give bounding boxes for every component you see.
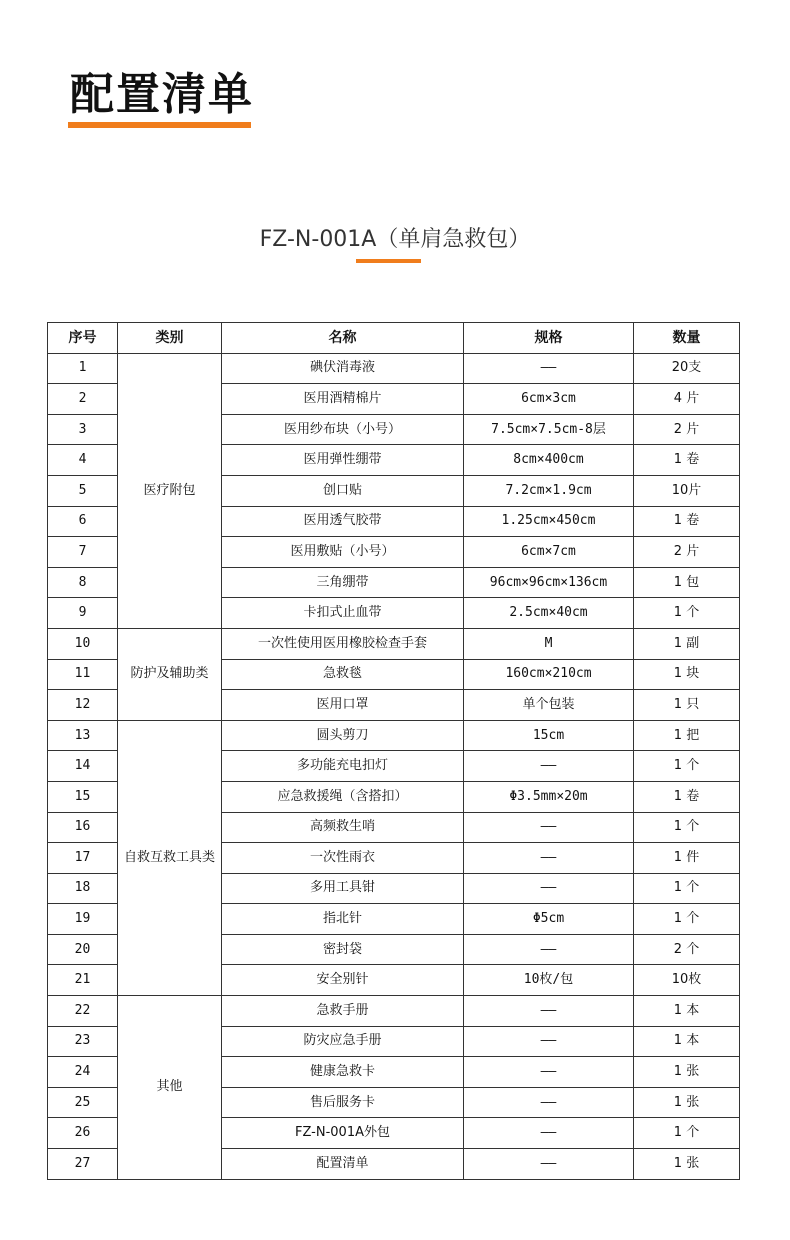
item-spec: 160cm×210cm [464,659,634,690]
item-quantity: 1 卷 [634,781,740,812]
row-index: 14 [48,751,118,782]
item-spec: —— [464,996,634,1027]
item-name: 医用敷贴（小号） [222,537,464,568]
item-spec: 15cm [464,720,634,751]
header-spec: 规格 [464,323,634,354]
row-index: 13 [48,720,118,751]
row-index: 23 [48,1026,118,1057]
row-index: 6 [48,506,118,537]
item-quantity: 1 把 [634,720,740,751]
item-name: 卡扣式止血带 [222,598,464,629]
item-spec: Φ3.5mm×20m [464,781,634,812]
row-index: 2 [48,384,118,415]
category-cell: 医疗附包 [118,353,222,628]
item-quantity: 1 本 [634,996,740,1027]
item-name: 防灾应急手册 [222,1026,464,1057]
item-name: 安全别针 [222,965,464,996]
item-quantity: 1 张 [634,1149,740,1180]
row-index: 3 [48,414,118,445]
item-name: 圆头剪刀 [222,720,464,751]
row-index: 18 [48,873,118,904]
item-name: 急救手册 [222,996,464,1027]
row-index: 16 [48,812,118,843]
item-spec: —— [464,843,634,874]
row-index: 22 [48,996,118,1027]
table-body [48,353,740,1179]
row-index: 20 [48,934,118,965]
item-name: 售后服务卡 [222,1087,464,1118]
item-name: 密封袋 [222,934,464,965]
item-name: 医用弹性绷带 [222,445,464,476]
item-spec: —— [464,1149,634,1180]
header-quantity: 数量 [634,323,740,354]
item-name: 创口贴 [222,475,464,506]
row-index: 26 [48,1118,118,1149]
item-name: 应急救援绳（含搭扣） [222,781,464,812]
title-underline [68,122,251,128]
subtitle-underline [356,259,421,263]
row-index: 25 [48,1087,118,1118]
item-spec: —— [464,1057,634,1088]
item-quantity: 1 包 [634,567,740,598]
item-quantity: 1 件 [634,843,740,874]
item-quantity: 1 个 [634,812,740,843]
row-index: 21 [48,965,118,996]
item-quantity: 1 张 [634,1057,740,1088]
item-spec: —— [464,1026,634,1057]
table-row [48,720,740,751]
item-name: FZ-N-001A外包 [222,1118,464,1149]
row-index: 8 [48,567,118,598]
item-name: 医用口罩 [222,690,464,721]
table-header-row [48,323,740,354]
item-name: 健康急救卡 [222,1057,464,1088]
item-spec: 8cm×400cm [464,445,634,476]
row-index: 27 [48,1149,118,1180]
item-spec: 7.5cm×7.5cm-8层 [464,414,634,445]
item-quantity: 1 个 [634,873,740,904]
item-name: 指北针 [222,904,464,935]
item-quantity: 1 卷 [634,445,740,476]
item-spec: 单个包装 [464,690,634,721]
row-index: 10 [48,628,118,659]
configuration-table [47,322,740,1180]
item-spec: —— [464,1087,634,1118]
item-quantity: 4 片 [634,384,740,415]
item-quantity: 2 片 [634,414,740,445]
header-index: 序号 [48,323,118,354]
item-quantity: 20支 [634,353,740,384]
row-index: 1 [48,353,118,384]
item-name: 碘伏消毒液 [222,353,464,384]
table-row [48,353,740,384]
item-quantity: 10片 [634,475,740,506]
item-spec: —— [464,751,634,782]
item-spec: M [464,628,634,659]
item-quantity: 1 卷 [634,506,740,537]
row-index: 17 [48,843,118,874]
item-quantity: 1 副 [634,628,740,659]
item-name: 医用纱布块（小号） [222,414,464,445]
item-quantity: 1 张 [634,1087,740,1118]
item-name: 一次性使用医用橡胶检查手套 [222,628,464,659]
item-name: 医用酒精棉片 [222,384,464,415]
table-row [48,628,740,659]
item-name: 急救毯 [222,659,464,690]
row-index: 12 [48,690,118,721]
item-spec: —— [464,1118,634,1149]
item-name: 三角绷带 [222,567,464,598]
header-category: 类别 [118,323,222,354]
row-index: 11 [48,659,118,690]
item-quantity: 1 个 [634,1118,740,1149]
product-subtitle: FZ-N-001A（单肩急救包） [259,227,531,252]
item-spec: 6cm×7cm [464,537,634,568]
item-name: 配置清单 [222,1149,464,1180]
category-cell: 自救互救工具类 [118,720,222,995]
item-quantity: 1 个 [634,598,740,629]
row-index: 9 [48,598,118,629]
item-spec: 7.2cm×1.9cm [464,475,634,506]
row-index: 5 [48,475,118,506]
category-cell: 其他 [118,996,222,1180]
item-spec: 2.5cm×40cm [464,598,634,629]
item-quantity: 1 只 [634,690,740,721]
item-quantity: 10枚 [634,965,740,996]
item-spec: —— [464,812,634,843]
row-index: 24 [48,1057,118,1088]
item-quantity: 1 块 [634,659,740,690]
row-index: 15 [48,781,118,812]
item-quantity: 2 片 [634,537,740,568]
item-quantity: 2 个 [634,934,740,965]
item-name: 多功能充电扣灯 [222,751,464,782]
item-spec: —— [464,353,634,384]
item-name: 医用透气胶带 [222,506,464,537]
item-spec: —— [464,934,634,965]
item-spec: 10枚/包 [464,965,634,996]
table-row [48,996,740,1027]
row-index: 19 [48,904,118,935]
category-cell: 防护及辅助类 [118,628,222,720]
item-name: 高频救生哨 [222,812,464,843]
item-spec: 6cm×3cm [464,384,634,415]
item-quantity: 1 个 [634,751,740,782]
item-spec: Φ5cm [464,904,634,935]
item-spec: —— [464,873,634,904]
item-spec: 1.25cm×450cm [464,506,634,537]
item-quantity: 1 个 [634,904,740,935]
row-index: 4 [48,445,118,476]
item-name: 一次性雨衣 [222,843,464,874]
page-title: 配置清单 [70,69,254,120]
header-name: 名称 [222,323,464,354]
row-index: 7 [48,537,118,568]
item-spec: 96cm×96cm×136cm [464,567,634,598]
item-name: 多用工具钳 [222,873,464,904]
item-quantity: 1 本 [634,1026,740,1057]
